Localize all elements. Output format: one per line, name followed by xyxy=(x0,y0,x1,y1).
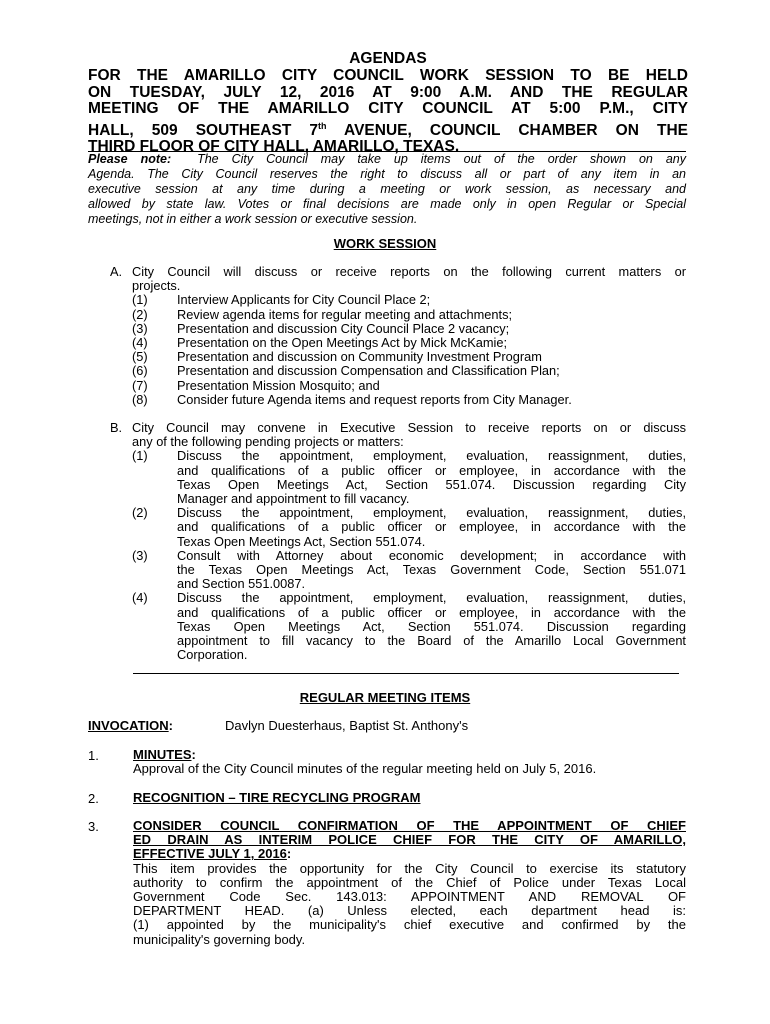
heading-line: FOR THE AMARILLO CITY COUNCIL WORK SESSION TO BE HELD xyxy=(88,67,688,84)
section-a-line: projects. xyxy=(132,278,181,294)
note-line: Agenda. The City Council reserves the right to discuss all or part of any item in an xyxy=(88,167,686,181)
list-item: (4) Presentation on the Open Meetings Act by Mick McKamie; xyxy=(132,334,508,350)
heading-line-4: HALL, 509 SOUTHEAST 7th AVENUE, COUNCIL CHAMBER ON THE xyxy=(88,120,688,139)
item-recognition xyxy=(133,791,686,805)
item-heading-line: CONSIDER COUNCIL CONFIRMATION OF THE APPOINTMENT OF CHIEF xyxy=(133,818,686,833)
item-number: 1. xyxy=(88,748,99,763)
invocation-label: INVOCATION xyxy=(88,718,169,733)
item-body-line: (1) appointed by the municipality's chief executive and confirmed by the xyxy=(133,917,686,933)
item-heading-line: ED DRAIN AS INTERIM POLICE CHIEF FOR THE CITY OF AMARILLO, xyxy=(133,832,686,848)
list-item: (2) Review agenda items for regular meeting and attachments; xyxy=(132,306,513,322)
heading-line: MEETING OF THE AMARILLO CITY COUNCIL AT 5:00 P.M., CITY xyxy=(88,100,688,117)
section-divider xyxy=(133,673,679,674)
section-letter: B. xyxy=(110,420,123,435)
item-number: 2. xyxy=(88,791,99,806)
section-a-line: City Council will discuss or receive reports on the following current matters or xyxy=(132,264,686,279)
item-police-chief: CONSIDER COUNCIL CONFIRMATION OF THE APPOINTMENT OF CHIEF ED DRAIN AS INTERIM POLICE CHIEF FOR THE CITY OF AMARILLO, EFFECTIVE JULY 1, 2016: This item provides the opportunity for the City Council to exercise its statutory authority to confirm the appointment of the Chief of Police under Texas Local Government Code Sec. 143.013: APPOINTMENT AND REMOVAL OF DEPARTMENT HEAD. (a) Unless elected, each department head is: (1) appointed by the municipality's chief executive and confirmed by the municipality's governing body. xyxy=(133,818,686,947)
list-item: (1) Interview Applicants for City Council Place 2; xyxy=(132,292,431,308)
heading-line: ON TUESDAY, JULY 12, 2016 AT 9:00 A.M. AND THE REGULAR xyxy=(88,83,688,101)
item-body-line: This item provides the opportunity for the City Council to exercise its statutory xyxy=(133,860,686,876)
work-session-section-a xyxy=(110,265,686,407)
invocation: INVOCATION: Davlyn Duesterhaus, Baptist St. Anthony's xyxy=(88,718,469,733)
item-number: 3. xyxy=(88,819,99,834)
list-item: (6) Presentation and discussion Compensation and Classification Plan; xyxy=(132,363,560,379)
list-item: (5) Presentation and discussion on Community Investment Program xyxy=(132,349,542,365)
list-item: (3) Consult with Attorney about economic development; in accordance with the Texas Open Meetings Act, Texas Government Code, Section 551.071 and Section 551.0087. xyxy=(132,547,686,592)
note-line: The City Council may take up items out of the order shown on any xyxy=(197,152,687,166)
list-item: (2) Discuss the appointment, employment, evaluation, reassignment, duties, and qualifications of a public officer or employee, in accordance with the Texas Open Meetings Act, Section 551.074. xyxy=(132,505,686,549)
section-b-line: City Council may convene in Executive Session to receive reports on or discuss xyxy=(132,420,686,435)
item-heading-line: EFFECTIVE JULY 1, 2016 xyxy=(133,846,287,862)
note-line: executive session at any time during a meeting or work session, as necessary and xyxy=(88,182,686,196)
document-title: AGENDAS xyxy=(349,50,427,67)
work-session-section-b xyxy=(110,421,686,662)
note-line: meetings, not in either a work session or executive session. xyxy=(88,212,418,226)
item-body-line: municipality's governing body. xyxy=(133,931,306,947)
item-body-line: Government Code Sec. 143.013: APPOINTMENT AND REMOVAL OF xyxy=(133,889,686,905)
item-body-line: DEPARTMENT HEAD. (a) Unless elected, each department head is: xyxy=(133,903,686,919)
item-heading: MINUTES xyxy=(133,747,192,762)
document-heading xyxy=(88,68,688,156)
item-minutes: MINUTES: Approval of the City Council minutes of the regular meeting held on July 5, 2016. xyxy=(133,748,686,776)
section-letter: A. xyxy=(110,264,123,279)
regular-meeting-title: REGULAR MEETING ITEMS xyxy=(299,690,471,705)
note-line: allowed by state law. Votes or final decisions are made only in open Regular or Special xyxy=(88,197,686,211)
item-text: Approval of the City Council minutes of the regular meeting held on July 5, 2016. xyxy=(133,761,597,777)
item-body-line: authority to confirm the appointment of the Chief of Police under Texas Local xyxy=(133,874,686,890)
list-item: (1) Discuss the appointment, employment, evaluation, reassignment, duties, and qualifications of a public officer or employee, in accordance with the Texas Open Meetings Act, Section 551.074. Discussion regarding City Manager and appointment to fill vacancy. xyxy=(132,448,686,507)
please-note xyxy=(88,152,686,227)
list-item: (3) Presentation and discussion City Council Place 2 vacancy; xyxy=(132,320,510,336)
work-session-title: WORK SESSION xyxy=(333,236,437,251)
list-item: (8) Consider future Agenda items and request reports from City Manager. xyxy=(132,391,572,407)
section-b-line: any of the following pending projects or matters: xyxy=(132,434,404,450)
list-item: (4) Discuss the appointment, employment, evaluation, reassignment, duties, and qualifications of a public officer or employee, in accordance with the Texas Open Meetings Act, Section 551.074. Discussion regarding appointment to fill vacancy to the Board of the Amarillo Local Government Corporation. xyxy=(132,590,686,663)
list-item: (7) Presentation Mission Mosquito; and xyxy=(132,377,380,393)
invocation-text: Davlyn Duesterhaus, Baptist St. Anthony's xyxy=(225,718,469,733)
note-label: Please note: xyxy=(88,152,172,166)
heading-line: THIRD FLOOR OF CITY HALL, AMARILLO, TEXAS. xyxy=(88,138,460,156)
item-heading: RECOGNITION – TIRE RECYCLING PROGRAM xyxy=(133,790,421,805)
